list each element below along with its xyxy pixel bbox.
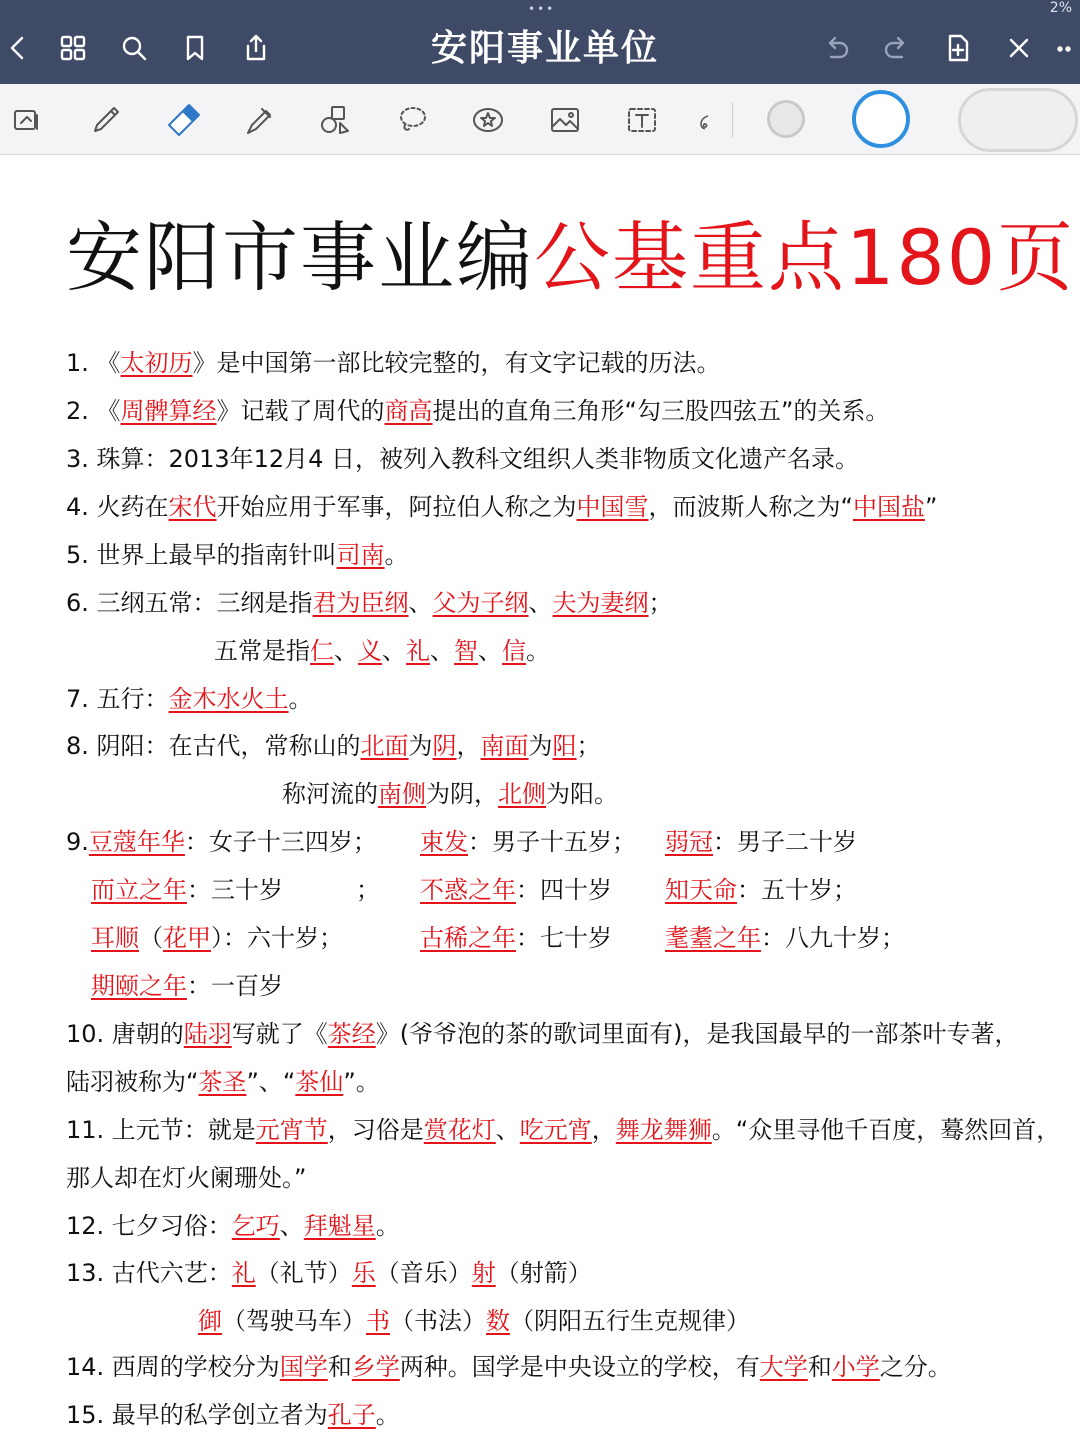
text: 2. 《	[66, 397, 121, 425]
text: 为阳。	[546, 780, 618, 808]
text: 为	[408, 732, 433, 760]
pen-icon[interactable]	[84, 98, 128, 142]
highlight-term: 父为子纲	[432, 589, 529, 617]
toolbar-divider	[732, 102, 733, 138]
highlight-term: 花甲	[163, 924, 211, 952]
text: ：男子二十岁	[713, 828, 857, 856]
text: 15. 最早的私学创立者为	[66, 1401, 328, 1429]
text: ：八九十岁；	[761, 924, 905, 952]
text: ：五十岁；	[737, 876, 857, 904]
text: 6. 三纲五常：三纲是指	[66, 589, 313, 617]
more-icon[interactable]	[1050, 30, 1080, 66]
text: （书法）	[390, 1307, 486, 1335]
text: 。“众里寻他千百度，蓦然回首，	[711, 1116, 1061, 1144]
text: 那人却在灯火阑珊处。”	[66, 1164, 307, 1192]
text: 和	[327, 1353, 352, 1381]
highlight-term: 智	[454, 637, 478, 665]
highlight-term: 舞龙舞狮	[615, 1116, 712, 1144]
highlight-term: 数	[486, 1307, 510, 1335]
highlight-term: 茶圣	[198, 1068, 247, 1096]
text: 、	[408, 589, 433, 617]
text: 14. 西周的学校分为	[66, 1353, 280, 1381]
sticker-icon[interactable]	[466, 98, 510, 142]
highlight-term: 元宵节	[255, 1116, 328, 1144]
text: （驾驶马车）	[222, 1307, 366, 1335]
text: 写就了《	[231, 1020, 328, 1048]
lasso-icon[interactable]	[390, 98, 434, 142]
highlighter-icon[interactable]	[237, 98, 281, 142]
text: 称河流的	[282, 780, 378, 808]
annotation-toolbar	[0, 84, 1080, 155]
highlight-term: 赏花灯	[423, 1116, 496, 1144]
text: 11. 上元节：就是	[66, 1116, 256, 1144]
highlight-term: 国学	[279, 1353, 328, 1381]
highlight-term: 北面	[360, 732, 409, 760]
chevron-left-icon[interactable]	[0, 30, 36, 66]
highlight-term: 期颐之年	[91, 972, 187, 1000]
text: 、	[334, 637, 358, 665]
window-handle-dots[interactable]: •••	[528, 2, 556, 16]
text: 。	[384, 541, 409, 569]
close-icon[interactable]	[1001, 30, 1037, 66]
text: ”。	[343, 1068, 380, 1096]
highlight-term: 北侧	[498, 780, 546, 808]
highlight-term: 知天命	[665, 876, 737, 904]
highlight-term: 茶经	[327, 1020, 376, 1048]
bookmark-icon[interactable]	[177, 30, 213, 66]
size-swatch[interactable]	[958, 88, 1078, 152]
text: 1. 《	[66, 349, 121, 377]
highlight-term: 小学	[831, 1353, 880, 1381]
text: 3. 珠算：2013年12月4 日，被列入教科文组织人类非物质文化遗产名录。	[66, 445, 860, 473]
highlight-term: 古稀之年	[420, 924, 516, 952]
highlight-term: 束发	[420, 828, 468, 856]
highlight-term: 仁	[310, 637, 334, 665]
text: ：三十岁	[187, 876, 283, 904]
text: 。	[526, 637, 550, 665]
color-swatch-light[interactable]	[767, 100, 805, 138]
page-title-black: 安阳市事业编	[66, 213, 534, 302]
text: ，	[591, 1116, 616, 1144]
text: 。	[375, 1401, 400, 1429]
text: ”、“	[246, 1068, 296, 1096]
text: 10. 唐朝的	[66, 1020, 184, 1048]
highlight-term: 乡学	[351, 1353, 400, 1381]
text: 五常是指	[214, 637, 310, 665]
text: （音乐）	[375, 1259, 472, 1287]
highlight-term: 太初历	[120, 349, 193, 377]
app-top-bar	[0, 0, 1080, 84]
highlight-term: 射	[471, 1259, 496, 1287]
highlight-term: 中国盐	[852, 493, 925, 521]
text: ：四十岁	[516, 876, 612, 904]
text: ；	[576, 732, 601, 760]
text: ，习俗是	[327, 1116, 424, 1144]
highlight-term: 宋代	[168, 493, 217, 521]
text: 7. 五行：	[66, 685, 169, 713]
highlight-term: 而立之年	[91, 876, 187, 904]
text: 、	[528, 589, 553, 617]
shapes-icon[interactable]	[313, 98, 357, 142]
text: ：女子十三四岁；	[184, 828, 377, 856]
highlight-term: 大学	[759, 1353, 808, 1381]
text: 陆羽被称为“	[66, 1068, 199, 1096]
text: ）：六十岁；	[211, 924, 343, 952]
highlight-term: 南面	[480, 732, 529, 760]
undo-icon[interactable]	[818, 30, 854, 66]
text: 》记载了周代的	[216, 397, 385, 425]
text: 之分。	[879, 1353, 952, 1381]
highlight-term: 金木水火土	[168, 685, 289, 713]
status-battery: 2%	[1049, 0, 1072, 16]
eraser-icon[interactable]	[160, 98, 204, 142]
highlight-term: 阳	[552, 732, 577, 760]
text: 、	[430, 637, 454, 665]
text: ：七十岁	[516, 924, 612, 952]
text: 》是中国第一部比较完整的，有文字记载的历法。	[192, 349, 721, 377]
highlight-term: 耄耋之年	[665, 924, 761, 952]
text: ：男子十五岁；	[468, 828, 636, 856]
highlight-term: 耳顺	[91, 924, 139, 952]
highlight-term: 周髀算经	[120, 397, 217, 425]
highlight-term: 陆羽	[183, 1020, 232, 1048]
text: 、	[495, 1116, 520, 1144]
page-title-red: 公基重点180页	[534, 213, 1076, 302]
text: 和	[807, 1353, 832, 1381]
highlight-term: 不惑之年	[420, 876, 516, 904]
highlight-term: 君为臣纲	[312, 589, 409, 617]
grid-icon[interactable]	[55, 30, 91, 66]
highlight-term: 御	[198, 1307, 222, 1335]
page-title	[66, 210, 1076, 306]
highlight-term: 中国雪	[576, 493, 649, 521]
text: ”	[924, 493, 938, 521]
add-page-icon[interactable]	[940, 30, 976, 66]
text: ；	[648, 589, 673, 617]
text: 两种。国学是中央设立的学校，有	[399, 1353, 760, 1381]
text: （	[139, 924, 163, 952]
highlight-term: 南侧	[378, 780, 426, 808]
text: 提出的直角三角形“勾三股四弦五”的关系。	[432, 397, 890, 425]
highlight-term: 拜魁星	[303, 1212, 376, 1240]
text: 。	[288, 685, 313, 713]
color-swatch-selected[interactable]	[852, 90, 910, 148]
text: 4. 火药在	[66, 493, 169, 521]
text: 为	[528, 732, 553, 760]
share-icon[interactable]	[238, 30, 274, 66]
text-box-icon[interactable]	[620, 98, 664, 142]
highlight-term: 礼	[406, 637, 430, 665]
text: 9.	[66, 828, 89, 856]
highlight-term: 商高	[384, 397, 433, 425]
highlight-term: 乐	[351, 1259, 376, 1287]
highlight-term: 弱冠	[665, 828, 713, 856]
highlight-term: 吃元宵	[519, 1116, 592, 1144]
text: （射箭）	[495, 1259, 592, 1287]
highlight-term: 书	[366, 1307, 390, 1335]
text: 为阴，	[426, 780, 498, 808]
text: 5. 世界上最早的指南针叫	[66, 541, 337, 569]
laser-pointer-icon[interactable]	[690, 98, 720, 142]
document-title: 安阳事业单位	[430, 28, 659, 69]
highlight-term: 阴	[432, 732, 457, 760]
text: ，	[456, 732, 481, 760]
text: 。	[375, 1212, 400, 1240]
text: 开始应用于军事，阿拉伯人称之为	[216, 493, 577, 521]
lasso-select-icon[interactable]	[6, 98, 50, 142]
text: 13. 古代六艺：	[66, 1259, 232, 1287]
redo-icon[interactable]	[879, 30, 915, 66]
text: ：一百岁	[187, 972, 283, 1000]
text: 12. 七夕习俗：	[66, 1212, 232, 1240]
text: ，而波斯人称之为“	[648, 493, 853, 521]
image-icon[interactable]	[543, 98, 587, 142]
highlight-term: 乞巧	[231, 1212, 280, 1240]
text: 8. 阴阳：在古代，常称山的	[66, 732, 361, 760]
highlight-term: 义	[358, 637, 382, 665]
highlight-term: 信	[502, 637, 526, 665]
text: 》(爷爷泡的茶的歌词里面有)，是我国最早的一部茶叶专著，	[375, 1020, 1019, 1048]
search-icon[interactable]	[116, 30, 152, 66]
highlight-term: 孔子	[327, 1401, 376, 1429]
text: （礼节）	[255, 1259, 352, 1287]
highlight-term: 夫为妻纲	[552, 589, 649, 617]
highlight-term: 豆蔻年华	[88, 828, 185, 856]
highlight-term: 礼	[231, 1259, 256, 1287]
text: （阴阳五行生克规律）	[510, 1307, 750, 1335]
text: 、	[478, 637, 502, 665]
highlight-term: 司南	[336, 541, 385, 569]
text: 、	[382, 637, 406, 665]
highlight-term: 茶仙	[295, 1068, 344, 1096]
text: ；	[356, 876, 380, 904]
text: 、	[279, 1212, 304, 1240]
